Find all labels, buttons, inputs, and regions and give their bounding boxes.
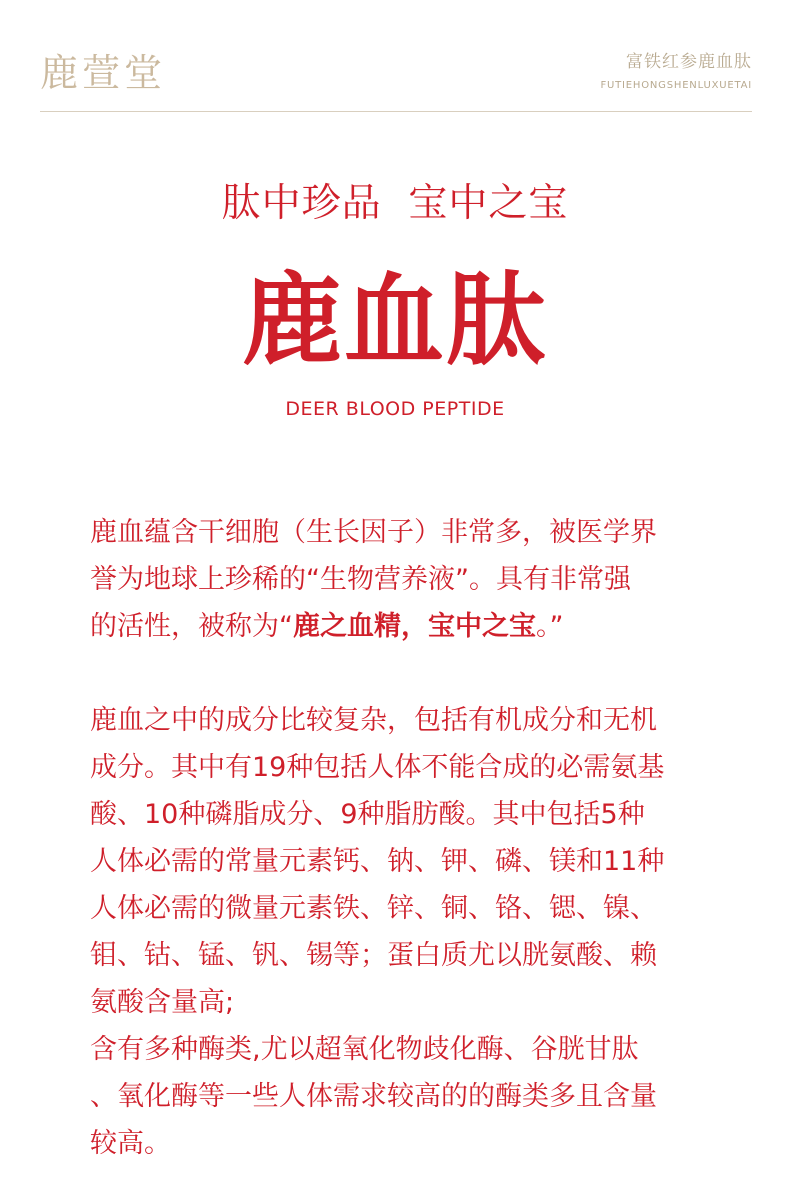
paragraph-2-line: 钼、钴、锰、钒、锡等；蛋白质尤以胱氨酸、赖	[90, 940, 657, 971]
header-divider	[40, 111, 752, 112]
text-span: 。”	[536, 611, 564, 642]
paragraph-2-line: 、氧化酶等一些人体需求较高的的酶类多且含量	[90, 1081, 657, 1112]
body-text	[90, 509, 730, 1167]
paragraph-1-line	[90, 603, 730, 650]
paragraph-2-line: 鹿血之中的成分比较复杂，包括有机成分和无机	[90, 705, 657, 736]
paragraph-2-line: 人体必需的微量元素铁、锌、铜、铬、锶、镍、	[90, 893, 657, 924]
paragraph-2-line: 含有多种酶类,尤以超氧化物歧化酶、谷胱甘肽	[90, 1034, 639, 1065]
paragraph-2-line: 人体必需的常量元素钙、钠、钾、磷、镁和11种	[90, 846, 665, 877]
paragraph-2-line: 氨酸含量高;	[90, 987, 235, 1018]
highlight-text: 鹿之血精，宝中之宝	[293, 611, 536, 642]
paragraph-1-line: 誉为地球上珍稀的“生物营养液”。具有非常强	[90, 564, 631, 595]
text-span: 的活性，被称为“	[90, 611, 293, 642]
paragraph-1-line: 鹿血蕴含干细胞（生长因子）非常多，被医学界	[90, 517, 657, 548]
hero-title: 鹿血肽	[242, 261, 548, 379]
paragraph-spacer	[90, 650, 730, 697]
product-name-en: FUTIEHONGSHENLUXUETAI	[600, 80, 752, 91]
header	[40, 0, 752, 112]
paragraph-2-line: 较高。	[90, 1128, 171, 1159]
brand-logo: 鹿萱堂	[40, 51, 167, 95]
hero-title-en: DEER BLOOD PEPTIDE	[285, 398, 505, 420]
paragraph-2-line: 酸、10种磷脂成分、9种脂肪酸。其中包括5种	[90, 799, 645, 830]
paragraph-2-line: 成分。其中有19种包括人体不能合成的必需氨基	[90, 752, 665, 783]
product-name-cn: 富铁红参鹿血肽	[626, 52, 752, 72]
hero-subtitle: 肽中珍品 宝中之宝	[221, 181, 569, 226]
